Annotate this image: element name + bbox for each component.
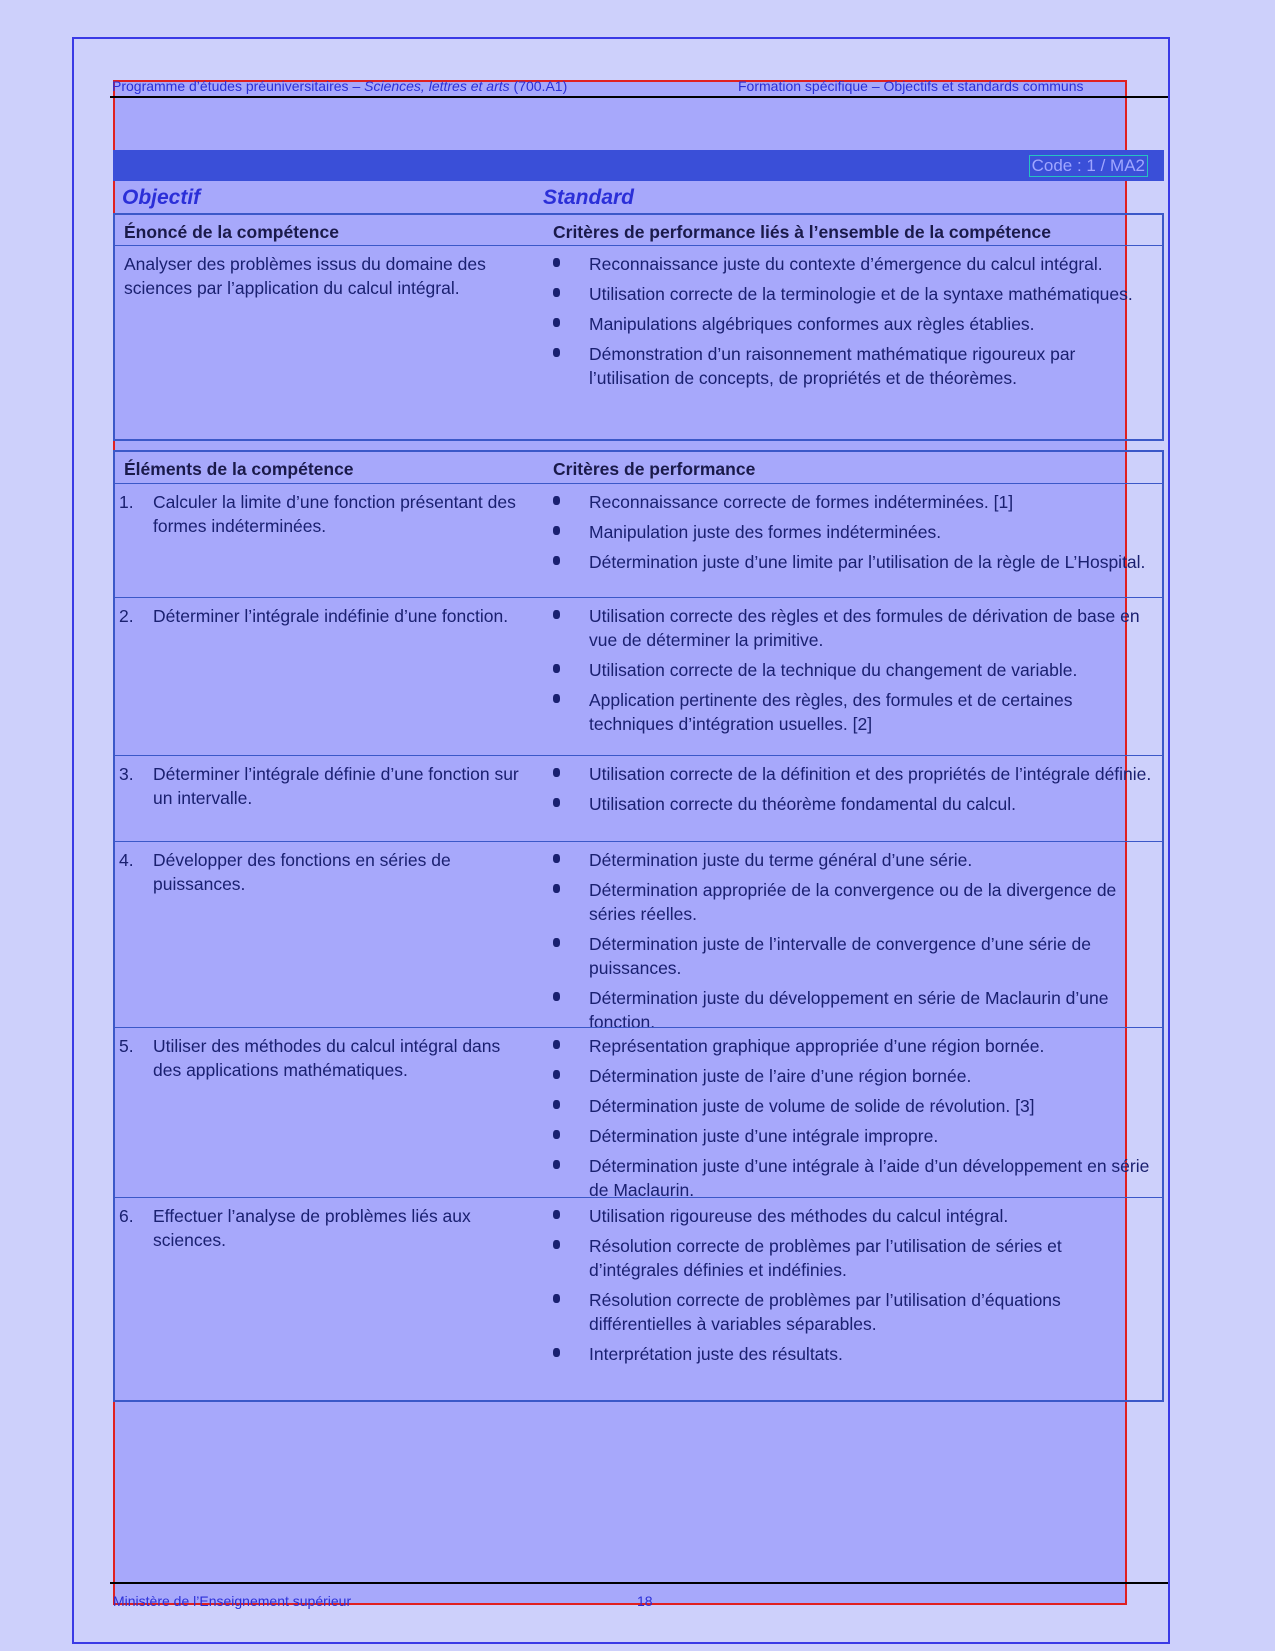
criterion-text: Résolution correcte de problèmes par l’utilisation de séries et d’intégrales définies et indéfinies. (589, 1236, 1062, 1280)
element-number: 3. (119, 764, 134, 784)
element-row (115, 755, 1162, 841)
criterion-text: Reconnaissance juste du contexte d’émergence du calcul intégral. (589, 254, 1103, 274)
criterion-text: Utilisation correcte des règles et des formules de dérivation de base en vue de déterminer la primitive. (589, 606, 1140, 650)
element-text: Effectuer l’analyse de problèmes liés aux sciences. (153, 1206, 471, 1250)
element-text: Déterminer l’intégrale indéfinie d’une fonction. (153, 606, 509, 626)
criterion-text: Utilisation correcte du théorème fondamental du calcul. (589, 794, 1017, 814)
criterion-item (553, 282, 1153, 306)
element-criteria (553, 604, 1153, 742)
criterion-text: Utilisation correcte de la définition et des propriétés de l’intégrale définie. (589, 764, 1152, 784)
bullet-icon (553, 258, 560, 267)
bullet-icon (553, 1348, 560, 1357)
page-number: 18 (637, 1593, 653, 1609)
bullet-icon (553, 1294, 560, 1303)
elements-header-row (115, 452, 1162, 483)
element-number: 4. (119, 850, 134, 870)
criterion-item (553, 604, 1153, 652)
bullet-icon (553, 318, 560, 327)
element-number: 5. (119, 1036, 134, 1056)
header-rule (110, 96, 1168, 98)
bullet-icon (553, 1040, 560, 1049)
element-criteria (553, 1204, 1153, 1372)
bullet-icon (553, 768, 560, 777)
criterion-text: Démonstration d’un raisonnement mathématique rigoureux par l’utilisation de concepts, de propriétés et de théorèmes. (589, 344, 1076, 388)
element-criteria (553, 1034, 1153, 1208)
element-row (115, 841, 1162, 1032)
header-program-code: (700.A1) (509, 78, 568, 94)
element-row (115, 1027, 1162, 1200)
bullet-icon (553, 1070, 560, 1079)
objective-heading: Objectif (122, 186, 201, 209)
criterion-item (553, 490, 1153, 514)
bullet-icon (553, 1130, 560, 1139)
criterion-text: Détermination juste de volume de solide de révolution. [3] (589, 1096, 1035, 1116)
criterion-text: Manipulations algébriques conformes aux règles établies. (589, 314, 1035, 334)
running-header-right: Formation spécifique – Objectifs et standards communs (738, 78, 1084, 94)
bullet-icon (553, 288, 560, 297)
bullet-icon (553, 992, 560, 1001)
criterion-item (553, 1234, 1153, 1282)
element-text: Déterminer l’intégrale définie d’une fonction sur un intervalle. (153, 764, 519, 808)
bullet-icon (553, 694, 560, 703)
footer-ministry: Ministère de l’Enseignement supérieur (113, 1593, 352, 1609)
criterion-item (553, 312, 1153, 336)
element-criteria (553, 762, 1153, 822)
element-criteria (553, 490, 1153, 580)
header-program-prefix: Programme d’études préuniversitaires – (112, 78, 365, 94)
element-row (115, 597, 1162, 755)
criterion-item (553, 520, 1153, 544)
criterion-text: Interprétation juste des résultats. (589, 1344, 843, 1364)
criterion-item (553, 848, 1153, 872)
criterion-item (553, 792, 1153, 816)
criterion-text: Utilisation correcte de la terminologie et de la syntaxe mathématiques. (589, 284, 1133, 304)
bullet-icon (553, 556, 560, 565)
element-number: 1. (119, 492, 134, 512)
criterion-item (553, 1204, 1153, 1228)
standard-heading: Standard (543, 186, 635, 209)
element-text: Calculer la limite d’une fonction présentant des formes indéterminées. (153, 492, 516, 536)
elements-left-header: Éléments de la compétence (124, 459, 354, 479)
element-text: Développer des fonctions en séries de puissances. (153, 850, 451, 894)
criterion-item (553, 878, 1153, 926)
criterion-item (553, 1154, 1153, 1202)
criterion-text: Représentation graphique appropriée d’une région bornée. (589, 1036, 1045, 1056)
bullet-icon (553, 1240, 560, 1249)
code-bar (113, 150, 1164, 181)
bullet-icon (553, 526, 560, 535)
criterion-item (553, 252, 1153, 276)
bullet-icon (553, 664, 560, 673)
competence-right-header: Critères de performance liés à l’ensemble de la compétence (553, 222, 1051, 242)
criterion-item (553, 1288, 1153, 1336)
bullet-icon (553, 610, 560, 619)
bullet-icon (553, 798, 560, 807)
criterion-text: Détermination juste du terme général d’une série. (589, 850, 973, 870)
competence-table (113, 213, 1164, 441)
element-rows (115, 483, 1162, 1362)
elements-right-header: Critères de performance (553, 459, 756, 479)
criterion-text: Détermination juste du développement en série de Maclaurin d’une fonction. (589, 988, 1109, 1032)
bullet-icon (553, 1160, 560, 1169)
element-criteria (553, 848, 1153, 1040)
elements-table (113, 450, 1164, 1402)
criterion-text: Reconnaissance correcte de formes indéterminées. [1] (589, 492, 1014, 512)
element-number: 6. (119, 1206, 134, 1226)
bullet-icon (553, 348, 560, 357)
criterion-item (553, 1342, 1153, 1366)
criterion-item (553, 932, 1153, 980)
criterion-item (553, 1094, 1153, 1118)
competence-header-row (115, 215, 1162, 245)
criterion-text: Détermination juste d’une limite par l’utilisation de la règle de L’Hospital. (589, 552, 1146, 572)
element-row (115, 1197, 1162, 1362)
criterion-text: Détermination juste d’une intégrale à l’aide d’un développement en série de Maclaurin. (589, 1156, 1150, 1200)
criterion-text: Utilisation rigoureuse des méthodes du calcul intégral. (589, 1206, 1009, 1226)
competence-statement: Analyser des problèmes issus du domaine des sciences par l’application du calcul intégral. (124, 254, 486, 298)
element-text: Utiliser des méthodes du calcul intégral dans des applications mathématiques. (153, 1036, 501, 1080)
criterion-item (553, 658, 1153, 682)
criterion-item (553, 342, 1153, 390)
competence-left-header: Énoncé de la compétence (124, 222, 339, 242)
bullet-icon (553, 1100, 560, 1109)
criterion-item (553, 550, 1153, 574)
element-number: 2. (119, 606, 134, 626)
criterion-item (553, 688, 1153, 736)
criterion-text: Détermination juste de l’aire d’une région bornée. (589, 1066, 972, 1086)
criterion-text: Manipulation juste des formes indéterminées. (589, 522, 942, 542)
bullet-icon (553, 884, 560, 893)
criterion-text: Résolution correcte de problèmes par l’utilisation d’équations différentielles à variables séparables. (589, 1290, 1061, 1334)
criterion-text: Utilisation correcte de la technique du changement de variable. (589, 660, 1078, 680)
bullet-icon (553, 496, 560, 505)
bullet-icon (553, 854, 560, 863)
criterion-text: Détermination juste de l’intervalle de convergence d’une série de puissances. (589, 934, 1091, 978)
criterion-text: Détermination juste d’une intégrale impropre. (589, 1126, 939, 1146)
element-row (115, 483, 1162, 597)
criterion-text: Application pertinente des règles, des formules et de certaines techniques d’intégration usuelles. [2] (589, 690, 1073, 734)
criterion-text: Détermination appropriée de la convergence ou de la divergence de séries réelles. (589, 880, 1117, 924)
bullet-icon (553, 938, 560, 947)
competence-body-row (115, 245, 1162, 439)
code-label: Code : 1 / MA2 (1029, 155, 1148, 177)
running-header-left (112, 78, 567, 94)
criterion-item (553, 1064, 1153, 1088)
competence-criteria (553, 252, 1153, 396)
bullet-icon (553, 1210, 560, 1219)
criterion-item (553, 1124, 1153, 1148)
criterion-item (553, 1034, 1153, 1058)
criterion-item (553, 762, 1153, 786)
header-program-title: Sciences, lettres et arts (364, 78, 510, 94)
footer-rule (110, 1582, 1168, 1584)
